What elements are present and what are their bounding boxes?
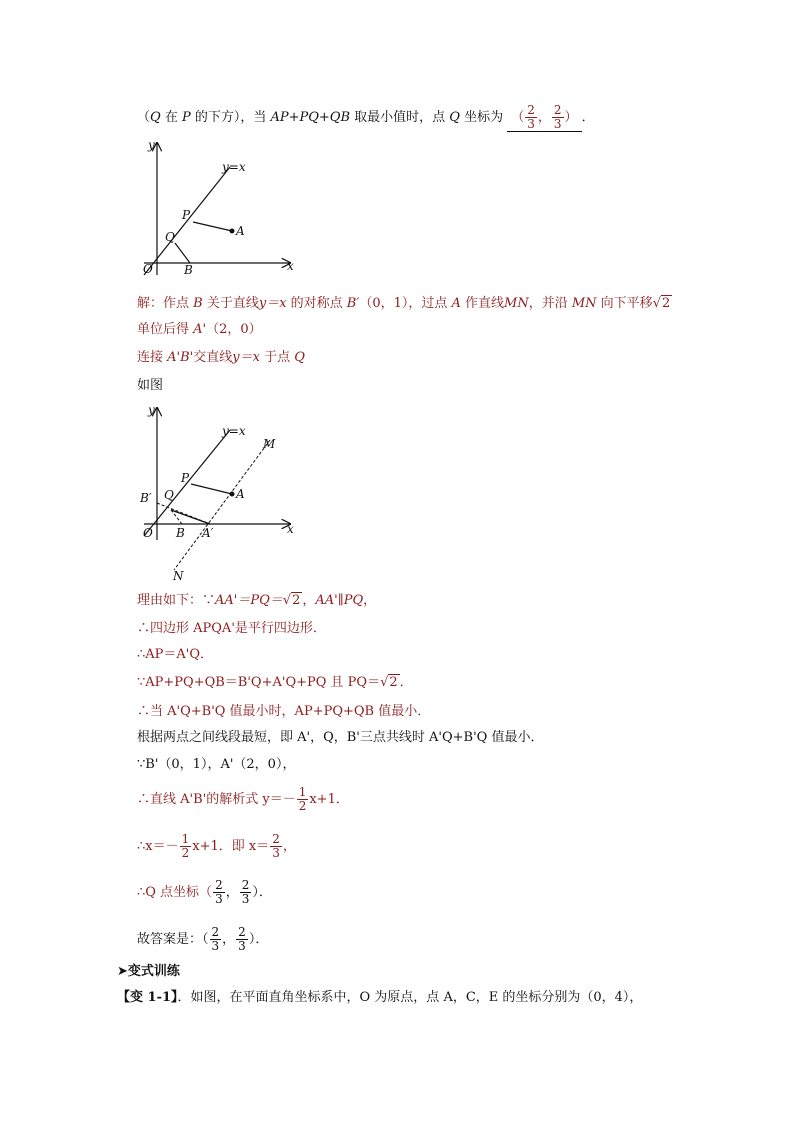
variant-heading: ➤变式训练 (117, 964, 180, 979)
label-x: x (287, 522, 294, 536)
reason-line-11: 故答案是：（ $\frac{2}{3}$ ， $\frac{2}{3}$ ）． (137, 925, 269, 953)
q-point-q: Q (150, 110, 161, 125)
label-x: x (287, 259, 294, 273)
label-y: y (148, 403, 155, 417)
solution-line-3: 连接 A'B'交直线y＝x 于点 Q (137, 350, 305, 365)
figure-1 (130, 135, 310, 280)
label-q: Q (165, 230, 175, 244)
q-text: 取最小值时，点 (350, 110, 450, 125)
solution-line-4: 如图 (137, 378, 164, 393)
q-open: （ (137, 110, 151, 125)
label-b: B (184, 263, 193, 277)
label-m: M (263, 437, 276, 451)
reason-line-8: ∴直线 A'B'的解析式 y＝－ $\frac{1}{2}$ x+1． (137, 785, 349, 813)
segment-qb (175, 243, 190, 263)
label-a: A (236, 487, 245, 501)
q-end: ． (581, 110, 595, 125)
label-o: O (143, 526, 153, 540)
reason-line-4: ∵AP+PQ+QB＝B'Q+A'Q+PQ 且 PQ＝√2 ． (137, 675, 413, 690)
label-a-prime: A′ (202, 526, 214, 540)
label-line: y=x (222, 424, 246, 438)
label-line: y=x (222, 160, 246, 174)
reason-line-1: 理由如下：∵AA'＝PQ＝√2 ，AA'∥PQ， (137, 593, 377, 608)
reason-line-3: ∴AP＝A'Q． (137, 647, 214, 662)
label-q: Q (164, 488, 174, 502)
q-expression: AP+PQ+QB (270, 110, 351, 125)
figure-2 (130, 400, 310, 585)
q-point-q: Q (449, 110, 460, 125)
reason-line-10: ∴Q 点坐标（ $\frac{2}{3}$ ， $\frac{2}{3}$ ）． (137, 878, 272, 906)
arrow-icon: ➤ (117, 964, 128, 979)
point-a (230, 492, 235, 497)
segment-pa (193, 222, 232, 231)
q-text: 坐标为 (459, 110, 504, 125)
reason-line-2: ∴四边形 APQA'是平行四边形． (137, 621, 326, 636)
solution-line-2: 单位后得 A'（2，0） (137, 322, 262, 337)
label-p: P (182, 208, 191, 222)
reason-line-7: ∵B'（0，1），A'（2，0）， (137, 757, 296, 772)
label-y: y (148, 138, 155, 152)
label-b-prime: B′ (140, 491, 152, 505)
label-b: B (176, 526, 185, 540)
segment-pa (191, 484, 232, 494)
label-o: O (143, 262, 153, 276)
q-text: 在 (160, 110, 182, 125)
reason-line-6: 根据两点之间线段最短，即 A'，Q，B'三点共线时 A'Q+B'Q 值最小． (137, 730, 544, 745)
q-point-p: P (181, 110, 191, 125)
label-n: N (173, 569, 184, 583)
line-mn (174, 440, 270, 570)
solution-line-1: 解：作点 B 关于直线y＝x 的对称点 B′（0，1），过点 A 作直线MN，并沿 MN 向下平移√2 (137, 296, 671, 311)
label-p: P (181, 471, 190, 485)
q-text: 的下方），当 (190, 110, 271, 125)
answer-blank: （ $\frac{2}{3}$ ， $\frac{2}{3}$ ） (507, 104, 581, 132)
variant-question: 【变 1-1】．如图，在平面直角坐标系中，O 为原点，点 A，C，E 的坐标分别为（0，4）， (117, 990, 643, 1005)
point-a (230, 229, 235, 234)
reason-line-5: ∴当 A'Q+B'Q 值最小时，AP+PQ+QB 值最小． (137, 704, 431, 719)
reason-line-9: ∴x＝－ $\frac{1}{2}$ x+1．即 x＝ $\frac{2}{3}$ ， (137, 832, 296, 860)
question-line (137, 104, 595, 132)
label-a: A (236, 224, 245, 238)
